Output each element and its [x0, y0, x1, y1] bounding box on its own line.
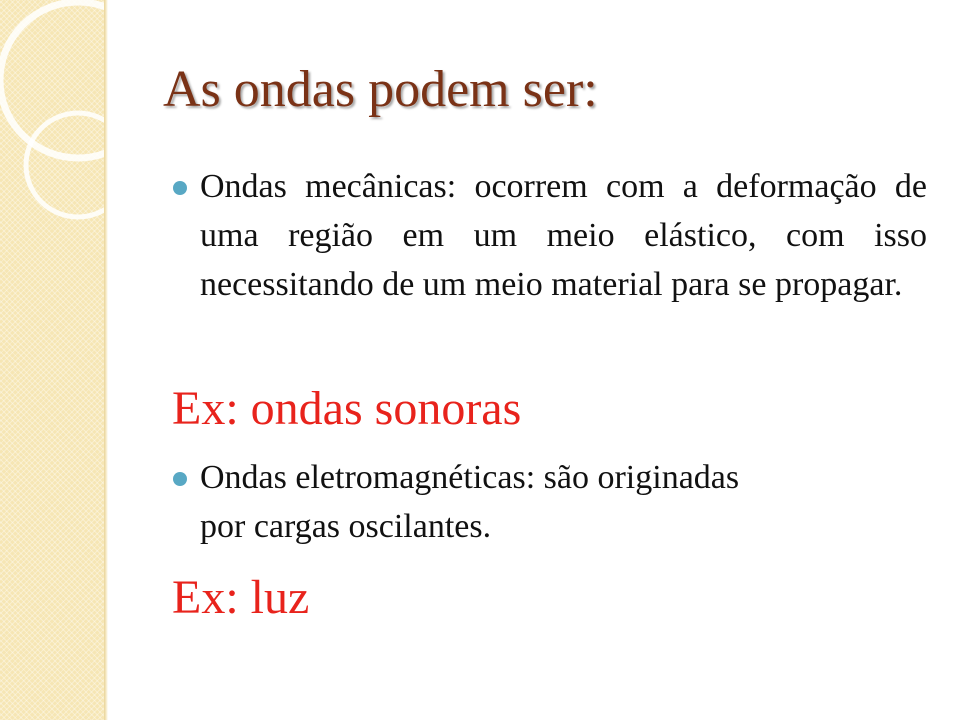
bullet-text-electromagnetic-waves [200, 453, 739, 551]
bullet-text-mechanical-waves: Ondas mecânicas: ocorrem com a deformação de uma região em um meio elástico, com isso necessitando de um meio material para se propagar. [200, 168, 927, 303]
decorative-side-band [0, 0, 104, 720]
example-light: Ex: luz [172, 571, 310, 624]
bullet-text-line: Ondas eletromagnéticas: são originadas [200, 459, 740, 496]
slide-title: As ondas podem ser: [163, 61, 598, 118]
bullet-dot-icon [173, 181, 187, 195]
example-sound-waves: Ex: ondas sonoras [172, 382, 522, 435]
bullet-dot-icon [173, 472, 187, 486]
concentric-rings-decoration [0, 0, 104, 720]
bullet-text-line: por cargas oscilantes. [200, 508, 492, 545]
side-band-edge [104, 0, 108, 720]
